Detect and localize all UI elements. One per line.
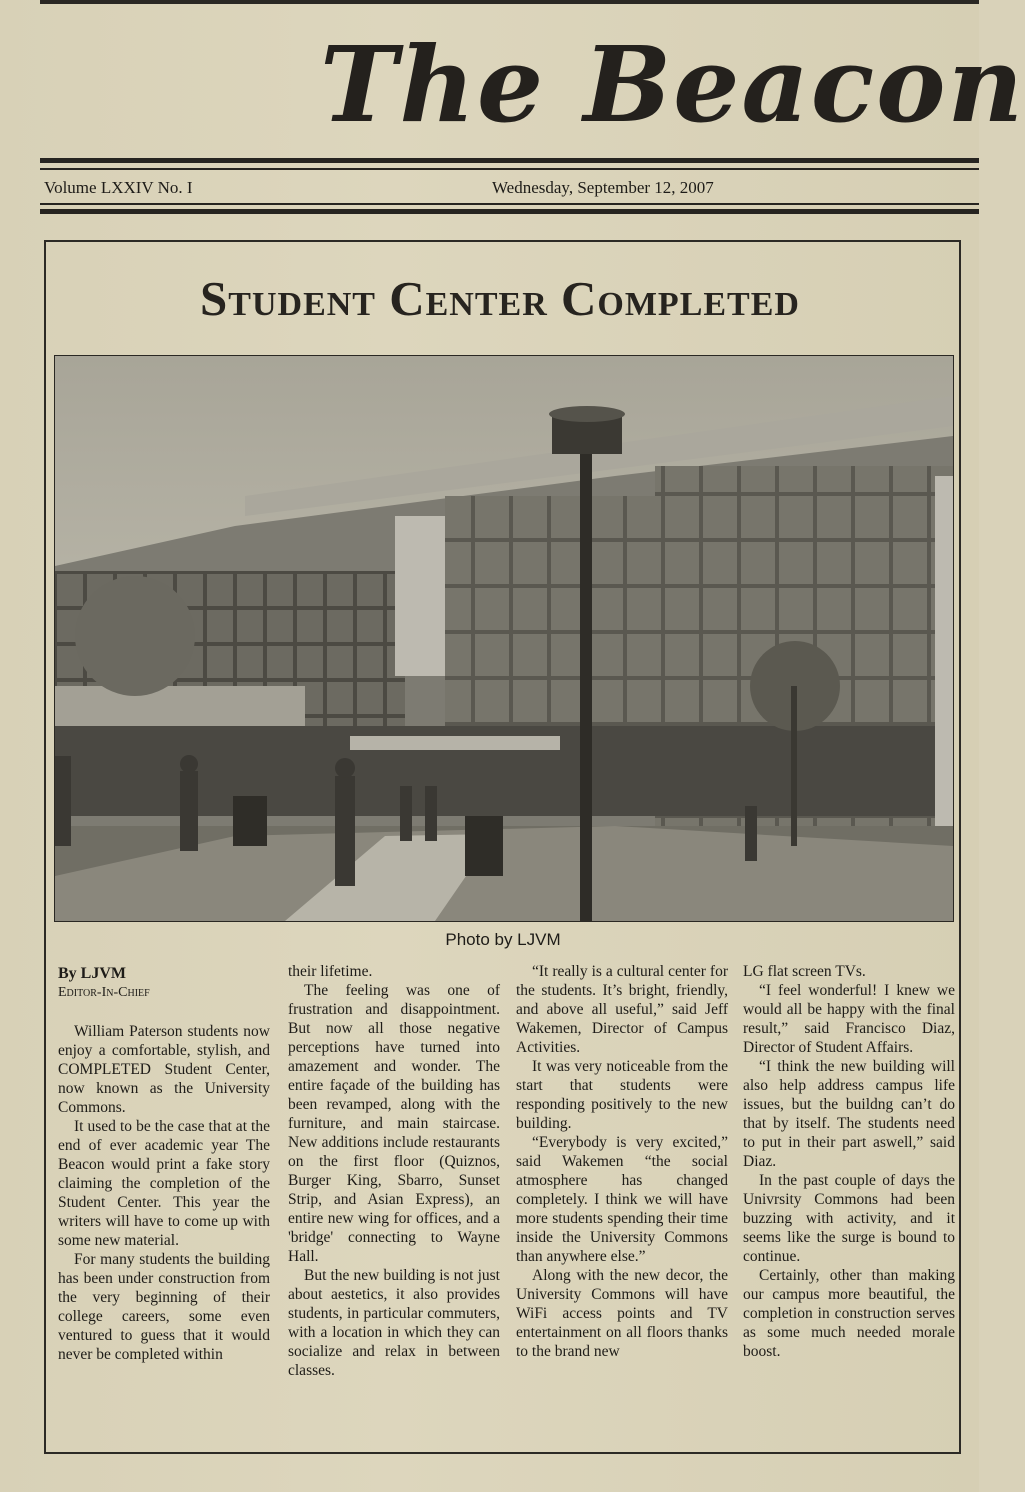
paragraph: The feeling was one of frustration and disappointment. But now all those negative perceptions have turned into amazement and wonder. The entire façade of the building has been revamped, along with the furniture, and main staircase. New additions include restaurants on the first floor (Quiznos, Burger King, Sbarro, Sunset Strip, and Asian Express), an entire new wing for offices, and a 'bridge' connecting to Wayne Hall. [288, 982, 500, 1265]
photo-caption: Photo by LJVM [445, 930, 561, 949]
masthead-rule-thick-bottom [40, 209, 979, 214]
byline-role: Editor-In-Chief [58, 985, 150, 1000]
article-column-2 [288, 962, 500, 1380]
paragraph: “Everybody is very excited,” said Wakemen “the social atmosphere has changed completely. I think we will have more students spending their time inside the University Commons than anywhere else.” [516, 1134, 728, 1265]
masthead-title: The Beacon [320, 23, 1025, 146]
student-center-photo-illustration [55, 356, 953, 921]
byline: By LJVM [58, 965, 126, 982]
article-column-3 [516, 962, 728, 1361]
paragraph: It used to be the case that at the end of ever academic year The Beacon would print a fake story claiming the completion of the Student Center. This year the writers will have to come up with some new material. [58, 1118, 270, 1249]
paragraph: In the past couple of days the Univrsity Commons had been buzzing with activity, and it seems like the surge is bound to continue. [743, 1172, 955, 1265]
article-photo [54, 355, 954, 922]
masthead-rule-thin-top [40, 168, 979, 170]
paragraph: Along with the new decor, the University Commons will have WiFi access points and TV entertainment on all floors thanks to the brand new [516, 1267, 728, 1360]
paragraph: “I feel wonderful! I knew we would all be happy with the final result,” said Francisco Diaz, Director of Student Affairs. [743, 982, 955, 1056]
top-border-rule [40, 0, 979, 4]
masthead-rule-thick-top [40, 158, 979, 163]
masthead-rule-thin-bottom [40, 203, 979, 205]
volume-number: Volume LXXIV No. I [44, 178, 193, 197]
paragraph: Certainly, other than making our campus more beautiful, the completion in construction serves as some much needed morale boost. [743, 1267, 955, 1360]
article-column-4 [743, 962, 955, 1361]
paragraph: their lifetime. [288, 963, 373, 980]
paragraph: It was very noticeable from the start that students were responding positively to the new building. [516, 1058, 728, 1132]
issue-date: Wednesday, September 12, 2007 [492, 178, 714, 197]
paragraph: William Paterson students now enjoy a comfortable, stylish, and COMPLETED Student Center, now known as the University Commons. [58, 1023, 270, 1116]
article-column-1 [58, 962, 270, 1364]
paragraph: “I think the new building will also help address campus life issues, but the buildng can’t do that by itself. The students need to put in their part aswell,” said Diaz. [743, 1058, 955, 1170]
paragraph: LG flat screen TVs. [743, 963, 866, 980]
paragraph: “It really is a cultural center for the students. It’s bright, friendly, and above all useful,” said Jeff Wakemen, Director of Campus Activities. [516, 963, 728, 1056]
paragraph: But the new building is not just about aestetics, it also provides students, in particular commuters, with a location in which they can socialize and relax in between classes. [288, 1267, 500, 1379]
paragraph: For many students the building has been under construction from the very beginning of their college careers, some even ventured to guess that it would never be completed within [58, 1251, 270, 1363]
article-headline: Student Center Completed [200, 271, 800, 326]
